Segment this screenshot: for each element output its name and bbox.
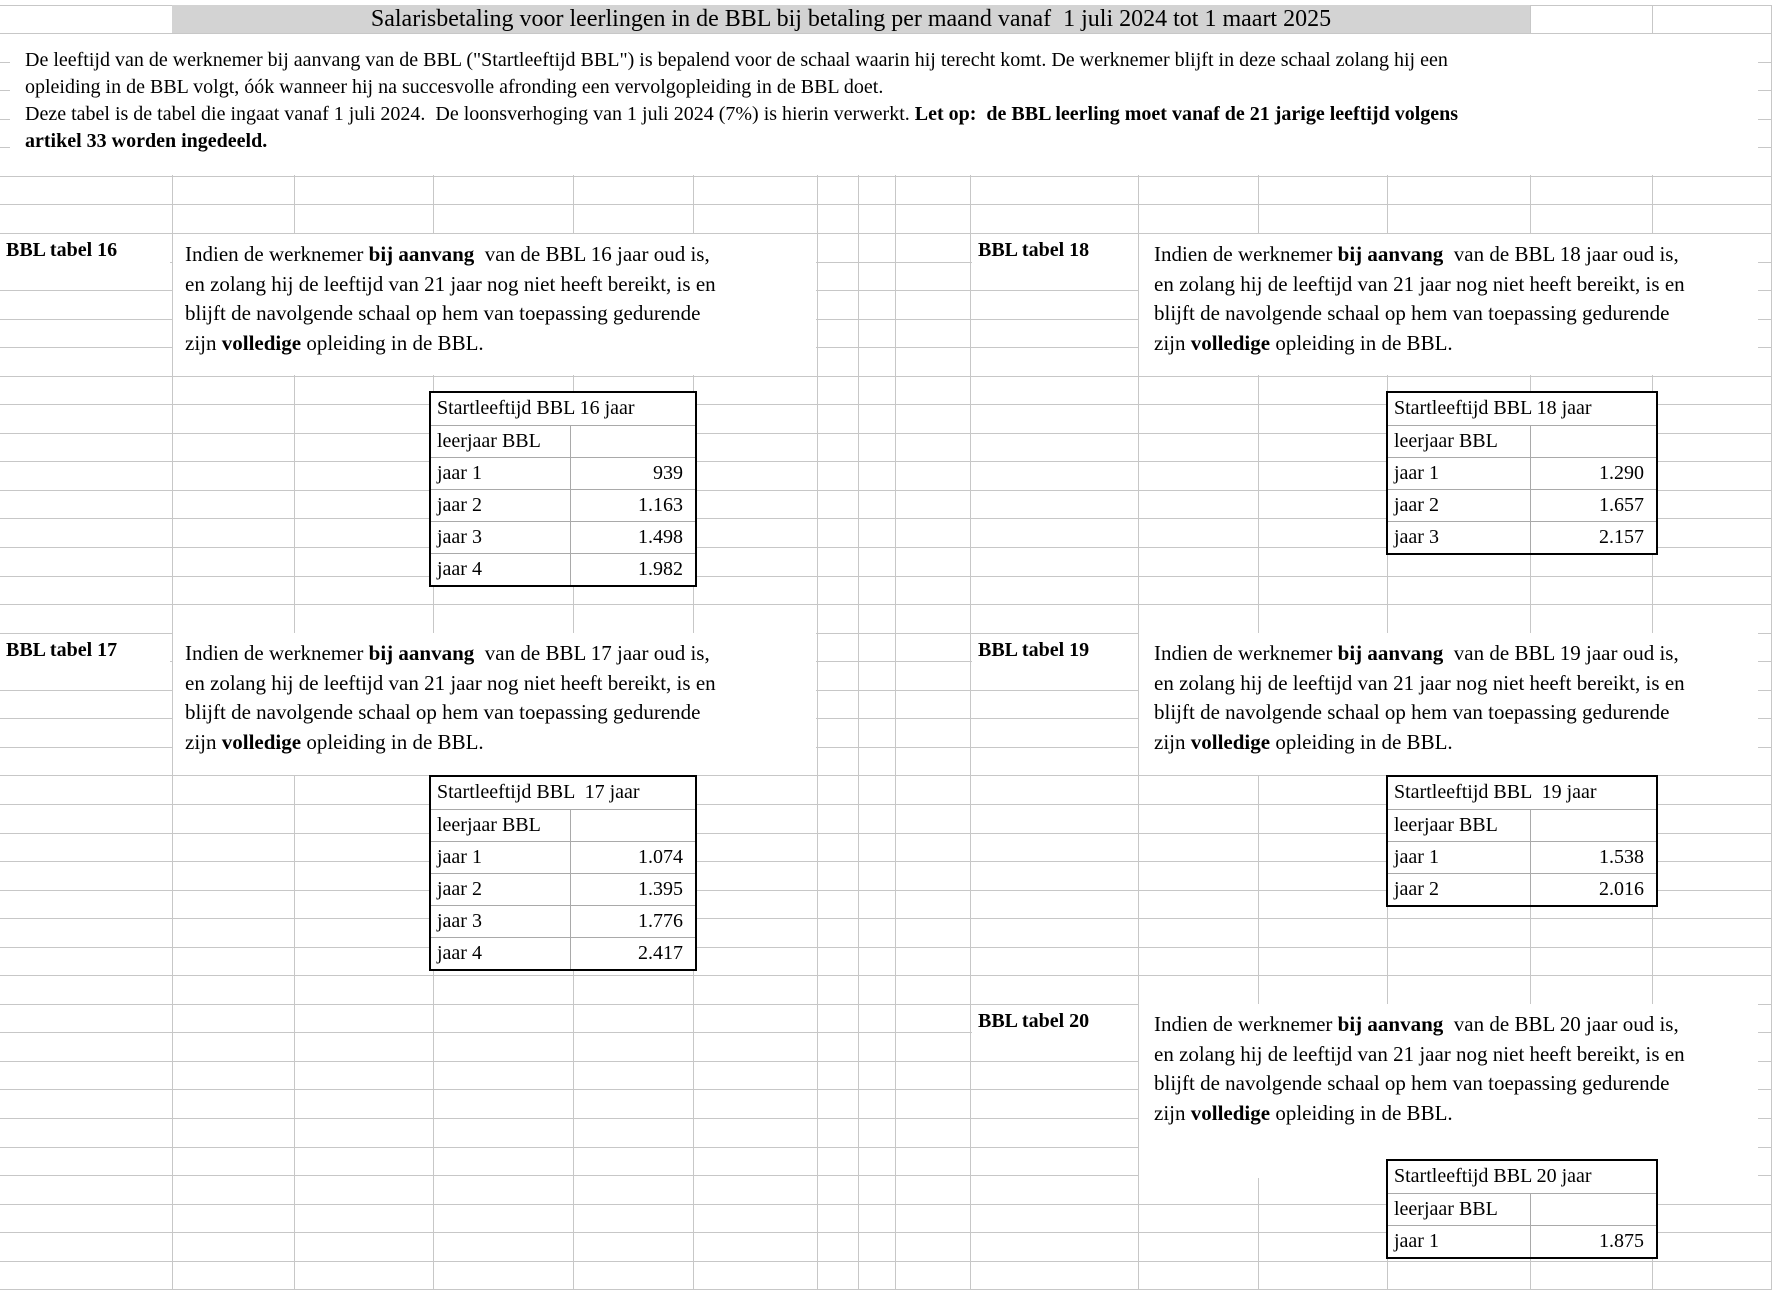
- gridline: [0, 975, 1772, 976]
- text-run: Indien de werknemer: [1154, 1012, 1338, 1036]
- bbl-tabel-19-label: BBL tabel 19: [972, 636, 1138, 664]
- table-title-row: [431, 393, 695, 425]
- gridline: [0, 376, 1772, 377]
- text-run: zijn: [1154, 1101, 1191, 1126]
- table-row: [431, 873, 695, 905]
- description-line: [185, 240, 816, 270]
- text-run-bold: volledige: [1190, 331, 1271, 356]
- text-run-bold: bij aanvang: [1337, 1012, 1444, 1036]
- table-title: Startleeftijd BBL 16 jaar: [437, 397, 635, 419]
- intro-line-3-bold: Let op: de BBL leerling moet vanaf de 21 jarige leeftijd volgens: [914, 103, 1459, 125]
- text-run: opleiding in de BBL.: [301, 331, 484, 356]
- gridline: [0, 204, 1772, 205]
- amount-cell: 2.417: [570, 938, 695, 969]
- table-header-row: [1388, 809, 1656, 841]
- amount-cell: 1.657: [1530, 490, 1656, 521]
- empty-cell: [570, 810, 695, 841]
- intro-line-4-bold: artikel 33 worden ingedeeld.: [25, 130, 268, 152]
- description-line: blijft de navolgende schaal op hem van toepassing gedurende: [185, 301, 701, 326]
- intro-line-4: [25, 128, 1758, 155]
- amount-cell: 1.538: [1530, 842, 1656, 873]
- header-cell: leerjaar BBL: [1394, 430, 1498, 452]
- text-run: zijn: [185, 331, 222, 356]
- amount-cell: 2.016: [1530, 874, 1656, 905]
- text-run: Indien de werknemer: [185, 242, 369, 266]
- table-row: [1388, 841, 1656, 873]
- table-header-row: [1388, 425, 1656, 457]
- bbl-tabel-17-label: BBL tabel 17: [0, 636, 170, 664]
- table-header-row: [431, 425, 695, 457]
- description-line: [1154, 639, 1758, 669]
- year-cell: jaar 1: [1394, 1230, 1439, 1252]
- text-run: opleiding in de BBL.: [1270, 1101, 1453, 1126]
- gridline: [1530, 5, 1771, 6]
- table-title: Startleeftijd BBL 19 jaar: [1394, 781, 1597, 803]
- year-cell: jaar 2: [437, 878, 482, 900]
- gridline: [0, 176, 1772, 177]
- text-run: opleiding in de BBL.: [301, 730, 484, 755]
- description-line: en zolang hij de leeftijd van 21 jaar nog niet heeft bereikt, is en: [185, 271, 716, 296]
- header-cell: leerjaar BBL: [437, 814, 541, 836]
- amount-cell: 1.163: [570, 490, 695, 521]
- text-run: van de BBL 19 jaar oud is,: [1443, 641, 1679, 665]
- salary-table-17: [429, 775, 697, 971]
- table-row: [1388, 521, 1656, 553]
- empty-cell: [570, 426, 695, 457]
- salary-table-16: [429, 391, 697, 587]
- description-line: en zolang hij de leeftijd van 21 jaar nog niet heeft bereikt, is en: [1154, 271, 1685, 296]
- table-title-row: [1388, 393, 1656, 425]
- empty-cell: [1530, 810, 1656, 841]
- description-line: en zolang hij de leeftijd van 21 jaar nog niet heeft bereikt, is en: [1154, 1041, 1685, 1066]
- amount-cell: 1.982: [570, 554, 695, 585]
- intro-line-2: opleiding in de BBL volgt, óók wanneer hij na succesvolle afronding een vervolgopleiding in de BBL doet.: [25, 76, 884, 98]
- description-line: blijft de navolgende schaal op hem van toepassing gedurende: [1154, 700, 1670, 725]
- description-line: en zolang hij de leeftijd van 21 jaar nog niet heeft bereikt, is en: [185, 670, 716, 695]
- year-cell: jaar 1: [1394, 846, 1439, 868]
- salary-table-18: [1386, 391, 1658, 555]
- table-row: [1388, 873, 1656, 905]
- description-line: [1154, 240, 1758, 270]
- year-cell: jaar 3: [437, 526, 482, 548]
- gridline: [0, 918, 1772, 919]
- amount-cell: 1.776: [570, 906, 695, 937]
- text-run-bold: volledige: [1190, 1101, 1271, 1126]
- bbl-tabel-18-label: BBL tabel 18: [972, 236, 1138, 264]
- description-line: [185, 329, 816, 359]
- text-run: van de BBL 18 jaar oud is,: [1443, 242, 1679, 266]
- gridline: [0, 1261, 1772, 1262]
- text-run: Indien de werknemer: [185, 641, 369, 665]
- empty-cell: [1530, 1194, 1656, 1225]
- text-run-bold: bij aanvang: [368, 641, 475, 665]
- amount-cell: 939: [570, 458, 695, 489]
- description-line: [1154, 728, 1758, 758]
- text-run: zijn: [1154, 730, 1191, 755]
- table-row: [431, 457, 695, 489]
- bbl-tabel-20-label: BBL tabel 20: [972, 1007, 1138, 1035]
- year-cell: jaar 1: [437, 462, 482, 484]
- table-row: [431, 905, 695, 937]
- salary-table-20: [1386, 1159, 1658, 1259]
- table-title: Startleeftijd BBL 17 jaar: [437, 781, 640, 803]
- empty-cell: [1530, 426, 1656, 457]
- intro-line-3-normal: Deze tabel is de tabel die ingaat vanaf 1 juli 2024. De loonsverhoging van 1 juli 2024 (7%) is hierin verwerkt.: [25, 103, 915, 125]
- text-run-bold: bij aanvang: [368, 242, 475, 266]
- text-run-bold: volledige: [221, 730, 302, 755]
- text-run-bold: volledige: [221, 331, 302, 356]
- table-title-row: [431, 777, 695, 809]
- table-row: [431, 841, 695, 873]
- table-title: Startleeftijd BBL 18 jaar: [1394, 397, 1592, 419]
- description-line: [1154, 329, 1758, 359]
- text-run: zijn: [1154, 331, 1191, 356]
- table-header-row: [1388, 1193, 1656, 1225]
- description-line: blijft de navolgende schaal op hem van toepassing gedurende: [1154, 1071, 1670, 1096]
- table-row: [1388, 457, 1656, 489]
- gridline: [0, 947, 1772, 948]
- table-title-row: [1388, 1161, 1656, 1193]
- gridline: [1652, 5, 1653, 34]
- gridline: [1530, 5, 1531, 34]
- header-cell: leerjaar BBL: [1394, 1198, 1498, 1220]
- bbl-20-description: [1139, 1004, 1758, 1178]
- table-row: [1388, 489, 1656, 521]
- year-cell: jaar 4: [437, 942, 482, 964]
- text-run-bold: bij aanvang: [1337, 242, 1444, 266]
- description-line: blijft de navolgende schaal op hem van toepassing gedurende: [1154, 301, 1670, 326]
- header-cell: leerjaar BBL: [437, 430, 541, 452]
- year-cell: jaar 2: [437, 494, 482, 516]
- table-row: [431, 489, 695, 521]
- gridline: [0, 576, 1772, 577]
- description-line: blijft de navolgende schaal op hem van toepassing gedurende: [185, 700, 701, 725]
- year-cell: jaar 3: [437, 910, 482, 932]
- description-line: en zolang hij de leeftijd van 21 jaar nog niet heeft bereikt, is en: [1154, 670, 1685, 695]
- text-run: Indien de werknemer: [1154, 242, 1338, 266]
- sheet-title-bar: [172, 5, 1530, 33]
- text-run: van de BBL 17 jaar oud is,: [474, 641, 710, 665]
- description-line: [1154, 1099, 1758, 1129]
- table-title: Startleeftijd BBL 20 jaar: [1394, 1165, 1592, 1187]
- text-run: opleiding in de BBL.: [1270, 331, 1453, 356]
- year-cell: jaar 4: [437, 558, 482, 580]
- description-line: [185, 639, 816, 669]
- table-row: [1388, 1225, 1656, 1257]
- text-run: zijn: [185, 730, 222, 755]
- amount-cell: 1.290: [1530, 458, 1656, 489]
- table-header-row: [431, 809, 695, 841]
- bbl-16-description: [173, 234, 816, 375]
- text-run: van de BBL 20 jaar oud is,: [1443, 1012, 1679, 1036]
- amount-cell: 2.157: [1530, 522, 1656, 553]
- bbl-18-description: [1139, 234, 1758, 375]
- description-line: [1154, 1010, 1758, 1040]
- bbl-17-description: [173, 633, 816, 775]
- gridline: [0, 604, 1772, 605]
- text-run: Indien de werknemer: [1154, 641, 1338, 665]
- gridline: [0, 5, 172, 6]
- salary-table-19: [1386, 775, 1658, 907]
- year-cell: jaar 2: [1394, 878, 1439, 900]
- amount-cell: 1.498: [570, 522, 695, 553]
- table-row: [431, 937, 695, 969]
- bbl-19-description: [1139, 633, 1758, 775]
- sheet-title: Salarisbetaling voor leerlingen in de BBL bij betaling per maand vanaf 1 juli 2024 tot 1 maart 2025: [370, 6, 1332, 32]
- table-row: [431, 553, 695, 585]
- amount-cell: 1.875: [1530, 1226, 1656, 1257]
- intro-text-block: [10, 34, 1758, 175]
- year-cell: jaar 2: [1394, 494, 1439, 516]
- description-line: [185, 728, 816, 758]
- header-cell: leerjaar BBL: [1394, 814, 1498, 836]
- text-run: opleiding in de BBL.: [1270, 730, 1453, 755]
- text-run: van de BBL 16 jaar oud is,: [474, 242, 710, 266]
- table-row: [431, 521, 695, 553]
- text-run-bold: volledige: [1190, 730, 1271, 755]
- bbl-tabel-16-label: BBL tabel 16: [0, 236, 170, 264]
- year-cell: jaar 1: [1394, 462, 1439, 484]
- amount-cell: 1.074: [570, 842, 695, 873]
- amount-cell: 1.395: [570, 874, 695, 905]
- year-cell: jaar 3: [1394, 526, 1439, 548]
- text-run-bold: bij aanvang: [1337, 641, 1444, 665]
- year-cell: jaar 1: [437, 846, 482, 868]
- intro-line-1: De leeftijd van de werknemer bij aanvang van de BBL ("Startleeftijd BBL") is bepalend voor de schaal waarin hij terecht komt. De werknemer blijft in deze schaal zolang hij een: [25, 49, 1448, 71]
- intro-line-3: [25, 101, 1758, 128]
- table-title-row: [1388, 777, 1656, 809]
